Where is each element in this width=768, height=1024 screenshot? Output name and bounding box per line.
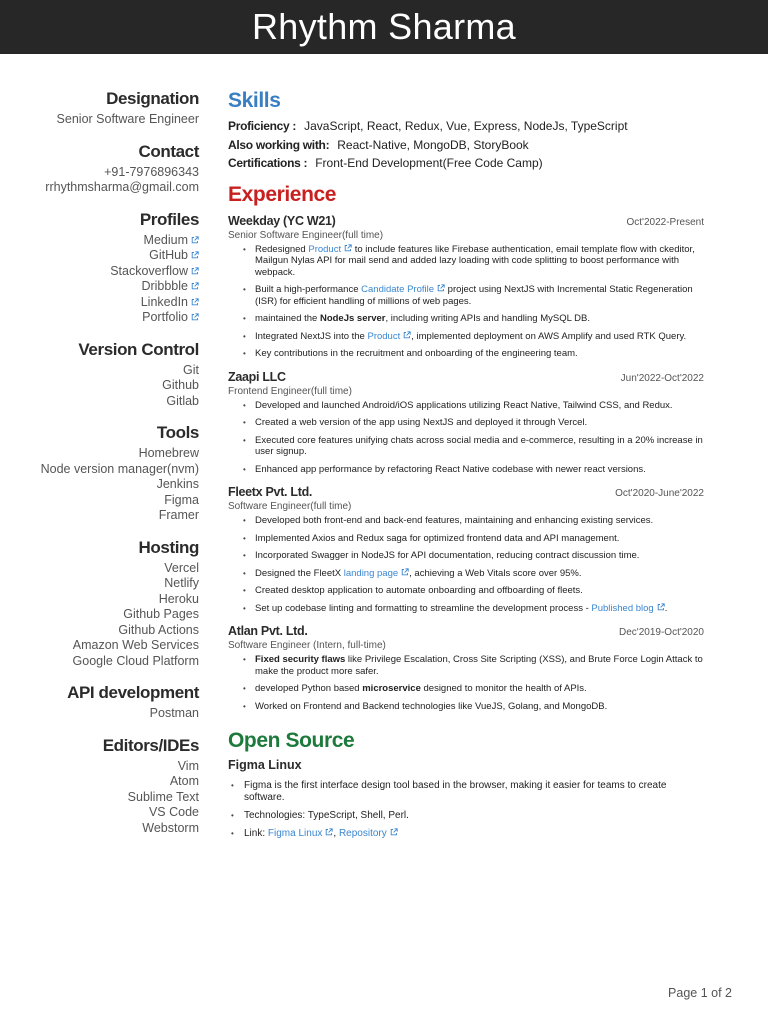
external-link-icon (191, 236, 199, 244)
sidebar-item (0, 759, 199, 775)
bullet-item: • Fixed security flaws like Privilege Escalation, Cross Site Scripting (XSS), and Brute Force Login Attack to make the product more safer. (243, 654, 704, 677)
job-bullets (228, 654, 704, 712)
job-entry (228, 624, 704, 712)
sidebar-item (0, 623, 199, 639)
sidebar (0, 88, 199, 849)
sidebar-item (0, 592, 199, 608)
sidebar-section-api-development (0, 682, 199, 722)
profile-link[interactable] (0, 279, 199, 295)
skill-row (228, 117, 704, 136)
profile-link[interactable] (0, 295, 199, 311)
bullet-item: • Built a high-performance Candidate Profile project using NextJS with Incremental Static Regeneration (ISR) for efficient handling of millions of web pages. (243, 284, 704, 307)
sidebar-item-label: Sublime Text (127, 789, 199, 804)
company-name: Zaapi LLC (228, 369, 286, 384)
external-link-icon (401, 568, 409, 576)
bullet-item: • Redesigned Product to include features like Firebase authentication, email template flow with ckeditor, Mailgun Nylas API for mail send and added lazy loading with code splitting to boost performance with webpack. (243, 244, 704, 279)
inline-link[interactable]: Published blog (591, 602, 654, 614)
skills-heading: Skills (228, 89, 281, 112)
sidebar-heading: Version Control (78, 339, 199, 359)
bullet-item: • Developed and launched Android/iOS applications utilizing React Native, Tailwind CSS, and Redux. (243, 400, 704, 412)
bullet-item: • Worked on Frontend and Backend technologies like VueJS, Golang, and MongoDB. (243, 701, 704, 713)
company-name: Atlan Pvt. Ltd. (228, 624, 308, 638)
sidebar-item (0, 363, 199, 379)
sidebar-heading: Tools (156, 423, 199, 442)
sidebar-item-label[interactable]: Medium (143, 232, 188, 247)
main-content (228, 88, 704, 846)
open-source-project-title: Figma Linux (228, 758, 302, 772)
sidebar-item-label: Git (183, 362, 199, 377)
skill-value: JavaScript, React, Redux, Vue, Express, NodeJs, TypeScript (304, 119, 628, 133)
inline-link[interactable]: Repository (338, 828, 387, 839)
bullet-item: • Created desktop application to automate onboarding and offboarding of fleets. (243, 585, 704, 597)
sidebar-item-label: Github (162, 378, 199, 392)
job-bullets (228, 515, 704, 614)
sidebar-item-label: Figma (164, 492, 199, 507)
bullet-item: • Integrated NextJS into the Product , implemented deployment on AWS Amplify and used RTK Query. (243, 331, 704, 343)
external-link-icon (437, 284, 445, 292)
external-link-icon (191, 251, 199, 259)
sidebar-item (0, 446, 199, 462)
sidebar-item (0, 654, 199, 670)
job-header (228, 485, 704, 499)
sidebar-item (0, 607, 199, 623)
bullet-item: • Executed core features unifying chats across social media and e-commerce, resulting in a 20% increase in user signup. (243, 435, 704, 458)
job-entry (228, 370, 704, 476)
sidebar-section-hosting (0, 537, 199, 670)
sidebar-section-profiles (0, 209, 199, 326)
job-header (228, 370, 704, 384)
sidebar-section-editors-ides (0, 735, 199, 837)
bullet-item: • Key contributions in the recruitment and onboarding of the engineering team. (243, 348, 704, 360)
sidebar-item-label: Github Pages (123, 607, 199, 621)
sidebar-item-label[interactable]: Dribbble (141, 279, 188, 293)
sidebar-item-label: Google Cloud Platform (72, 653, 199, 668)
external-link-icon (191, 267, 199, 275)
sidebar-item-label: Vim (177, 758, 199, 773)
bold-text: microservice (362, 683, 421, 694)
inline-link[interactable]: Figma Linux (267, 828, 323, 839)
experience-list (228, 214, 704, 713)
bullet-item: • Technologies: TypeScript, Shell, Perl. (231, 810, 704, 822)
inline-link[interactable]: Product (308, 243, 342, 255)
sidebar-item-label: +91-7976896343 (104, 164, 199, 179)
sidebar-item-label: Homebrew (138, 446, 199, 460)
external-link-icon (191, 313, 199, 321)
sidebar-heading: Contact (138, 141, 199, 161)
external-link-icon (657, 603, 665, 611)
sidebar-item (0, 508, 199, 524)
skill-label: Proficiency : (228, 119, 297, 133)
skill-value: Front-End Development(Free Code Camp) (315, 156, 543, 170)
job-header (228, 624, 704, 638)
inline-link[interactable]: Candidate Profile (361, 284, 435, 295)
sidebar-item (0, 493, 199, 509)
job-bullets (228, 244, 704, 360)
job-header (228, 214, 704, 228)
bullet-item: • Enhanced app performance by refactoring React Native codebase with newer react versions. (243, 464, 704, 476)
sidebar-item-label: Postman (149, 706, 199, 720)
sidebar-section-designation (0, 88, 199, 128)
sidebar-heading: Profiles (139, 209, 199, 229)
external-link-icon (403, 331, 411, 339)
job-dates: Jun'2022-Oct'2022 (620, 372, 704, 384)
external-link-icon (325, 828, 333, 836)
external-link-icon (191, 282, 199, 290)
sidebar-heading: Hosting (138, 537, 199, 557)
sidebar-item-label[interactable]: Stackoverflow (110, 263, 188, 278)
company-name: Weekday (YC W21) (228, 213, 336, 228)
sidebar-item-label: Senior Software Engineer (56, 112, 199, 126)
sidebar-item (0, 638, 199, 654)
sidebar-section-version-control (0, 339, 199, 410)
skill-label: Also working with: (228, 137, 330, 152)
bullet-item: • developed Python based microservice designed to monitor the health of APIs. (243, 683, 704, 695)
sidebar-item (0, 394, 199, 410)
sidebar-item-label: Netlify (164, 576, 199, 590)
profile-link[interactable] (0, 310, 199, 326)
bullet-item: • maintained the NodeJs server, including writing APIs and handling MySQL DB. (243, 313, 704, 325)
sidebar-item (0, 821, 199, 837)
external-link-icon (191, 298, 199, 306)
sidebar-item (0, 180, 199, 196)
sidebar-item (0, 790, 199, 806)
bold-text: Fixed security flaws (255, 654, 346, 665)
sidebar-section-tools (0, 422, 199, 524)
profile-link[interactable] (0, 248, 199, 264)
sidebar-item-label: Framer (158, 508, 199, 522)
bullet-item: • Created a web version of the app using NextJS and deployed it through Vercel. (243, 417, 704, 429)
job-role: Frontend Engineer(full time) (228, 385, 352, 397)
sidebar-item-label[interactable]: GitHub (149, 248, 188, 262)
experience-heading: Experience (228, 182, 337, 206)
skill-label: Certifications : (228, 156, 308, 170)
bullet-item: • Implemented Axios and Redux saga for optimized frontend data and API management. (243, 533, 704, 545)
skill-row (228, 154, 704, 173)
sidebar-item-label[interactable]: LinkedIn (140, 294, 188, 309)
sidebar-item (0, 378, 199, 394)
open-source-heading: Open Source (228, 729, 355, 752)
sidebar-item (0, 576, 199, 592)
name-banner (0, 0, 768, 54)
job-role: Software Engineer (Intern, full-time) (228, 640, 386, 651)
sidebar-item-label: Heroku (158, 591, 199, 606)
sidebar-item (0, 561, 199, 577)
open-source-bullets (228, 780, 704, 840)
sidebar-item-label: rrhythmsharma@gmail.com (45, 180, 199, 194)
skill-value: React-Native, MongoDB, StoryBook (337, 137, 529, 152)
job-role: Software Engineer(full time) (228, 501, 352, 512)
bullet-item: • Figma is the first interface design tool based in the browser, making it easier for teams to create software. (231, 780, 704, 804)
sidebar-heading: API development (67, 683, 199, 702)
bold-text: NodeJs server (319, 313, 386, 324)
sidebar-item-label: Amazon Web Services (72, 638, 199, 652)
company-name: Fleetx Pvt. Ltd. (228, 485, 313, 499)
sidebar-item-label[interactable]: Portfolio (142, 310, 188, 324)
job-dates: Dec'2019-Oct'2020 (619, 627, 704, 638)
sidebar-item-label: Gitlab (166, 393, 199, 408)
bullet-item: • Designed the FleetX landing page , achieving a Web Vitals score over 95%. (243, 568, 704, 580)
sidebar-item-label: Vercel (164, 560, 199, 575)
candidate-name: Rhythm Sharma (252, 6, 516, 47)
inline-link[interactable]: Product (367, 330, 401, 342)
bullet-item: • Developed both front-end and back-end features, maintaining and enhancing existing services. (243, 515, 704, 527)
sidebar-item-label: Webstorm (142, 820, 199, 835)
external-link-icon (390, 828, 398, 836)
sidebar-item (0, 706, 199, 722)
sidebar-item-label: VS Code (148, 805, 199, 819)
skills-list (228, 117, 704, 173)
job-role: Senior Software Engineer(full time) (228, 229, 384, 241)
sidebar-section-contact (0, 141, 199, 196)
bullet-item: • Incorporated Swagger in NodeJS for API documentation, reducing contract discussion time. (243, 550, 704, 562)
profile-link[interactable] (0, 264, 199, 280)
sidebar-item (0, 805, 199, 821)
job-dates: Oct'2020-June'2022 (615, 488, 704, 499)
sidebar-item (0, 462, 199, 478)
sidebar-item-label: Node version manager(nvm) (40, 461, 199, 476)
bullet-item: • Link: Figma Linux , Repository (231, 828, 704, 840)
inline-link[interactable]: landing page (343, 567, 399, 579)
sidebar-item (0, 112, 199, 128)
sidebar-item (0, 774, 199, 790)
sidebar-heading: Designation (106, 89, 199, 108)
sidebar-item-label: Jenkins (156, 477, 199, 491)
sidebar-item (0, 477, 199, 493)
sidebar-item-label: Github Actions (118, 622, 199, 637)
job-dates: Oct'2022-Present (626, 216, 704, 228)
sidebar-heading: Editors/IDEs (102, 735, 199, 755)
external-link-icon (344, 244, 352, 252)
job-entry (228, 214, 704, 360)
job-entry (228, 485, 704, 614)
bullet-item: • Set up codebase linting and formatting to streamline the development process - Published blog . (243, 603, 704, 615)
sidebar-item (0, 165, 199, 181)
page-number: Page 1 of 2 (668, 986, 732, 1000)
sidebar-item-label: Atom (169, 774, 199, 788)
job-bullets (228, 400, 704, 476)
profile-link[interactable] (0, 233, 199, 249)
skill-row (228, 136, 704, 155)
